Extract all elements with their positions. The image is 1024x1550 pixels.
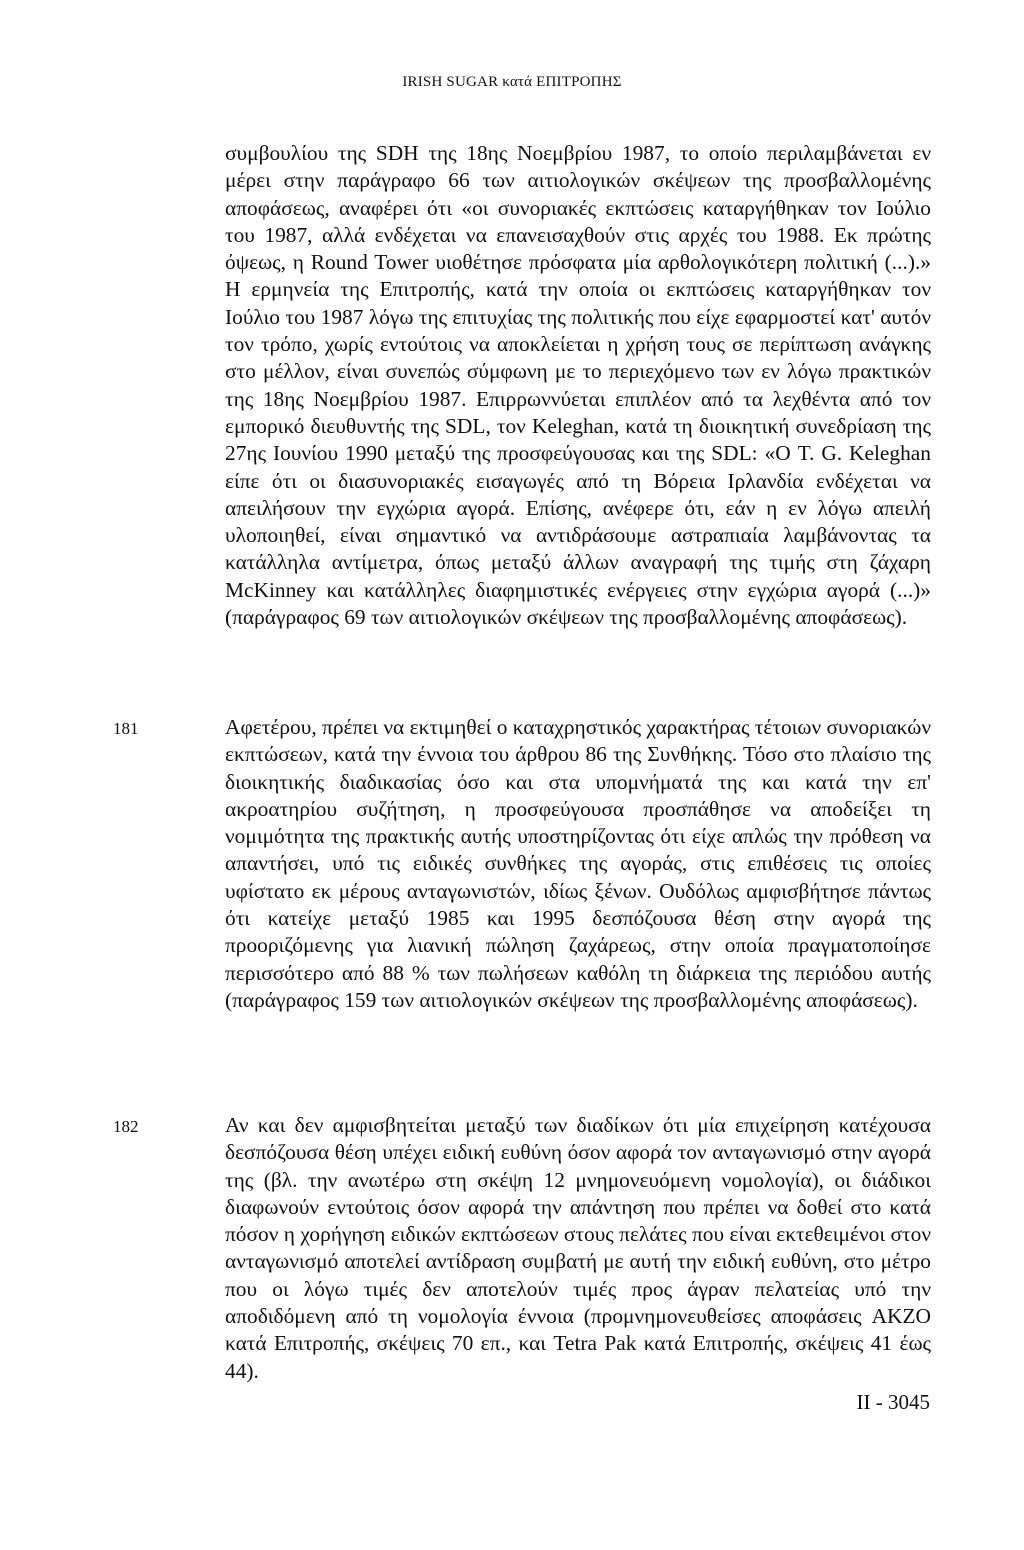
page-number: II - 3045 [856, 1390, 930, 1414]
paragraph-number-182: 182 [113, 1117, 139, 1136]
paragraph-number-181: 181 [113, 719, 139, 738]
paragraph-181: Αφετέρου, πρέπει να εκτιμηθεί ο καταχρηστικός χαρακτήρας τέτοιων συνοριακών εκπτώσεων, κατά την έννοια του άρθρου 86 της Συνθήκης. Τόσο στο πλαίσιο της διοικητικής διαδικασίας όσο και στα υπομνήματά της και κατά την επ' ακροατηρίου συζήτηση, η προσφεύγουσα προσπάθησε να αποδείξει τη νομιμότητα της πρακτικής αυτής υποστηρίζοντας ότι είχε απλώς την πρόθεση να απαντήσει, υπό τις ειδικές συνθήκες της αγοράς, στις επιθέσεις τις οποίες υφίστατο εκ μέρους ανταγωνιστών, ιδίως ξένων. Ουδόλως αμφισβήτησε πάντως ότι κατείχε μεταξύ 1985 και 1995 δεσπόζουσα θέση στην αγορά της προοριζόμενης για λιανική πώληση ζαχάρεως, στην οποία πραγματοποίησε περισσότερο από 88 % των πωλήσεων καθόλη τη διάρκεια της περιόδου αυτής (παράγραφος 159 των αιτιολογικών σκέψεων της προσβαλλομένης αποφάσεως). [225, 715, 931, 1012]
paragraph-continued: συμβουλίου της SDH της 18ης Νοεμβρίου 1987, το οποίο περιλαμβάνεται εν μέρει στην παράγραφο 66 των αιτιολογικών σκέψεων της προσβαλλομένης αποφάσεως, αναφέρει ότι «οι συνοριακές εκπτώσεις καταργήθηκαν τον Ιούλιο του 1987, αλλά ενδέχεται να επανεισαχθούν στις αρχές του 1988. Εκ πρώτης όψεως, η Round Tower υιοθέτησε πρόσφατα μία αρθολογικότερη πολιτική (...).» Η ερμηνεία της Επιτροπής, κατά την οποία οι εκπτώσεις καταργήθηκαν τον Ιούλιο του 1987 λόγω της επιτυχίας της πολιτικής που είχε εφαρμοστεί κατ' αυτόν τον τρόπο, χωρίς εντούτοις να αποκλείεται η χρήση τους σε περίπτωση ανάγκης στο μέλλον, είναι συνεπώς σύμφωνη με το περιεχόμενο των εν λόγω πρακτικών της 18ης Νοεμβρίου 1987. Επιρρωννύεται επιπλέον από τα λεχθέντα από τον εμπορικό διευθυντής της SDL, τον Keleghan, κατά τη διοικητική συνεδρίαση της 27ης Ιουνίου 1990 μεταξύ της προσφεύγουσας και της SDL: «Ο T. G. Keleghan είπε ότι οι διασυνοριακές εισαγωγές από τη Βόρεια Ιρλανδία ενδέχεται να απειλήσουν την εγχώρια αγορά. Επίσης, ανέφερε ότι, εάν η εν λόγω απειλή υλοποιηθεί, είναι σημαντικό να αντιδράσουμε αστραπιαία λαμβάνοντας τα κατάλληλα αντίμετρα, όπως μεταξύ άλλων αναγραφή της τιμής στη ζάχαρη McKinney και κατάλληλες διαφημιστικές ενέργειες στην εγχώρια αγορά (...)» (παράγραφος 69 των αιτιολογικών σκέψεων της προσβαλλομένης αποφάσεως). [225, 141, 931, 630]
paragraph-182: Αν και δεν αμφισβητείται μεταξύ των διαδίκων ότι μία επιχείρηση κατέχουσα δεσπόζουσα θέση υπέχει ειδική ευθύνη όσον αφορά τον ανταγωνισμό στην αγορά της (βλ. την ανωτέρω στη σκέψη 12 μνημονευόμενη νομολογία), οι διάδικοι διαφωνούν εντούτοις όσον αφορά την απάντηση που πρέπει να δοθεί στο κατά πόσον η χορήγηση ειδικών εκπτώσεων στους πελάτες που είναι εκτεθειμένοι στον ανταγωνισμό αποτελεί αντίδραση συμβατή με αυτή την ειδική ευθύνη, στο μέτρο που οι λόγω τιμές δεν αποτελούν τιμές προς άγραν πελατείας υπό την αποδιδόμενη από τη νομολογία έννοια (προμνημονευθείσες αποφάσεις AKZO κατά Επιτροπής, σκέψεις 70 επ., και Tetra Pak κατά Επιτροπής, σκέψεις 41 έως 44). [225, 1113, 931, 1383]
running-header: IRISH SUGAR κατά ΕΠΙΤΡΟΠΗΣ [402, 74, 622, 90]
